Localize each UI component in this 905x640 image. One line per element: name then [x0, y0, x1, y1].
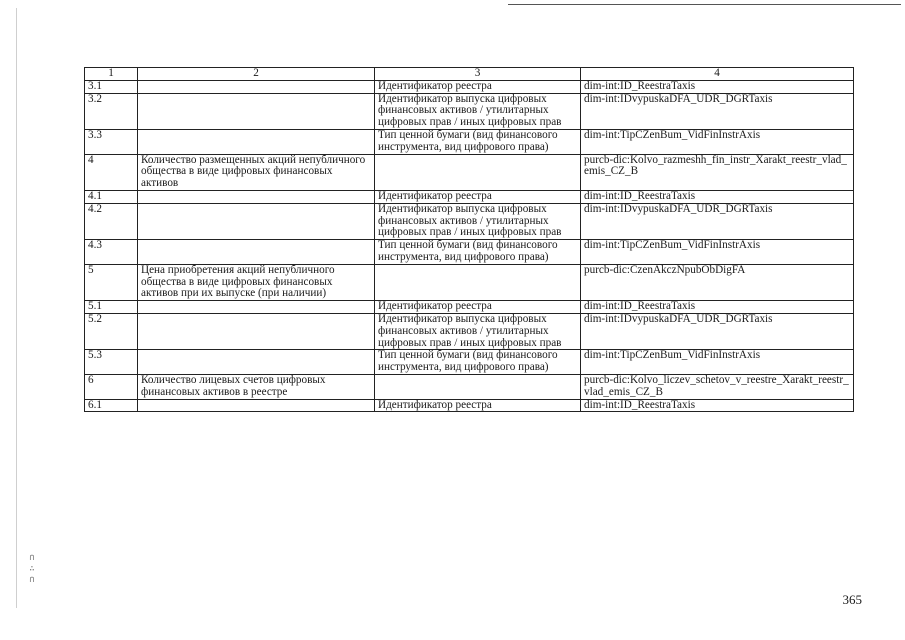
- table-row: [85, 154, 854, 190]
- table-row: [85, 80, 854, 93]
- taxonomy-code-cell: dim-int:ID_ReestraTaxis: [581, 190, 854, 203]
- row-number-cell: 3.1: [85, 80, 138, 93]
- table-row: [85, 313, 854, 349]
- dimension-cell: Тип ценной бумаги (вид финансового инструмента, вид цифрового права): [375, 350, 581, 375]
- taxonomy-code-cell: dim-int:TipCZenBum_VidFinInstrAxis: [581, 240, 854, 265]
- dimension-cell: Идентификатор реестра: [375, 301, 581, 314]
- header-row: [85, 68, 854, 81]
- row-number-cell: 5.1: [85, 301, 138, 314]
- taxonomy-code-cell: purcb-dic:Kolvo_liczev_schetov_v_reestre_Xarakt_reestr_vlad_emis_CZ_B: [581, 374, 854, 399]
- row-number-cell: 5.3: [85, 350, 138, 375]
- table-row: [85, 190, 854, 203]
- taxonomy-code-cell: dim-int:IDvypuskaDFA_UDR_DGRTaxis: [581, 313, 854, 349]
- scan-marks: ∩ ∴ ∩: [29, 553, 35, 585]
- page-number: 365: [842, 592, 862, 607]
- header-col-2: 2: [138, 68, 375, 81]
- taxonomy-code-cell: dim-int:IDvypuskaDFA_UDR_DGRTaxis: [581, 203, 854, 239]
- document-table: [84, 67, 854, 412]
- dimension-cell: Идентификатор выпуска цифровых финансовых активов / утилитарных цифровых прав / иных цифровых прав: [375, 313, 581, 349]
- dimension-cell: Идентификатор реестра: [375, 190, 581, 203]
- taxonomy-code-cell: dim-int:TipCZenBum_VidFinInstrAxis: [581, 350, 854, 375]
- table-body: [85, 68, 854, 412]
- taxonomy-code-cell: dim-int:ID_ReestraTaxis: [581, 399, 854, 412]
- row-number-cell: 3.2: [85, 93, 138, 129]
- dimension-cell: Идентификатор выпуска цифровых финансовых активов / утилитарных цифровых прав / иных цифровых прав: [375, 203, 581, 239]
- indicator-name-cell: [138, 93, 375, 129]
- indicator-name-cell: Цена приобретения акций непубличного общества в виде цифровых финансовых активов при их выпуске (при наличии): [138, 264, 375, 300]
- dimension-cell: Идентификатор выпуска цифровых финансовых активов / утилитарных цифровых прав / иных цифровых прав: [375, 93, 581, 129]
- header-col-4: 4: [581, 68, 854, 81]
- row-number-cell: 3.3: [85, 129, 138, 154]
- row-number-cell: 5.2: [85, 313, 138, 349]
- indicator-name-cell: [138, 80, 375, 93]
- table-row: [85, 93, 854, 129]
- row-number-cell: 4: [85, 154, 138, 190]
- row-number-cell: 6.1: [85, 399, 138, 412]
- indicator-name-cell: [138, 301, 375, 314]
- taxonomy-code-cell: dim-int:TipCZenBum_VidFinInstrAxis: [581, 129, 854, 154]
- indicator-name-cell: [138, 203, 375, 239]
- indicator-name-cell: [138, 399, 375, 412]
- row-number-cell: 4.1: [85, 190, 138, 203]
- taxonomy-code-cell: dim-int:ID_ReestraTaxis: [581, 301, 854, 314]
- indicator-name-cell: [138, 313, 375, 349]
- table-row: [85, 203, 854, 239]
- dimension-cell: Тип ценной бумаги (вид финансового инструмента, вид цифрового права): [375, 129, 581, 154]
- table-row: [85, 264, 854, 300]
- dimension-cell: Идентификатор реестра: [375, 80, 581, 93]
- row-number-cell: 5: [85, 264, 138, 300]
- row-number-cell: 6: [85, 374, 138, 399]
- table-row: [85, 374, 854, 399]
- taxonomy-code-cell: purcb-dic:Kolvo_razmeshh_fin_instr_Xarakt_reestr_vlad_emis_CZ_B: [581, 154, 854, 190]
- taxonomy-code-cell: dim-int:IDvypuskaDFA_UDR_DGRTaxis: [581, 93, 854, 129]
- indicator-name-cell: [138, 240, 375, 265]
- table-row: [85, 301, 854, 314]
- row-number-cell: 4.2: [85, 203, 138, 239]
- dimension-cell: Тип ценной бумаги (вид финансового инструмента, вид цифрового права): [375, 240, 581, 265]
- header-col-1: 1: [85, 68, 138, 81]
- indicator-name-cell: [138, 190, 375, 203]
- dimension-cell: [375, 374, 581, 399]
- scan-edge: [16, 8, 17, 608]
- row-number-cell: 4.3: [85, 240, 138, 265]
- taxonomy-code-cell: purcb-dic:CzenAkczNpubObDigFA: [581, 264, 854, 300]
- dimension-cell: [375, 264, 581, 300]
- indicator-name-cell: [138, 350, 375, 375]
- indicator-name-cell: [138, 129, 375, 154]
- table-row: [85, 129, 854, 154]
- taxonomy-code-cell: dim-int:ID_ReestraTaxis: [581, 80, 854, 93]
- table-row: [85, 350, 854, 375]
- dimension-cell: [375, 154, 581, 190]
- table-row: [85, 240, 854, 265]
- indicator-name-cell: Количество размещенных акций непубличного общества в виде цифровых финансовых активов: [138, 154, 375, 190]
- dimension-cell: Идентификатор реестра: [375, 399, 581, 412]
- table-row: [85, 399, 854, 412]
- indicator-name-cell: Количество лицевых счетов цифровых финансовых активов в реестре: [138, 374, 375, 399]
- top-rule: [508, 4, 901, 5]
- header-col-3: 3: [375, 68, 581, 81]
